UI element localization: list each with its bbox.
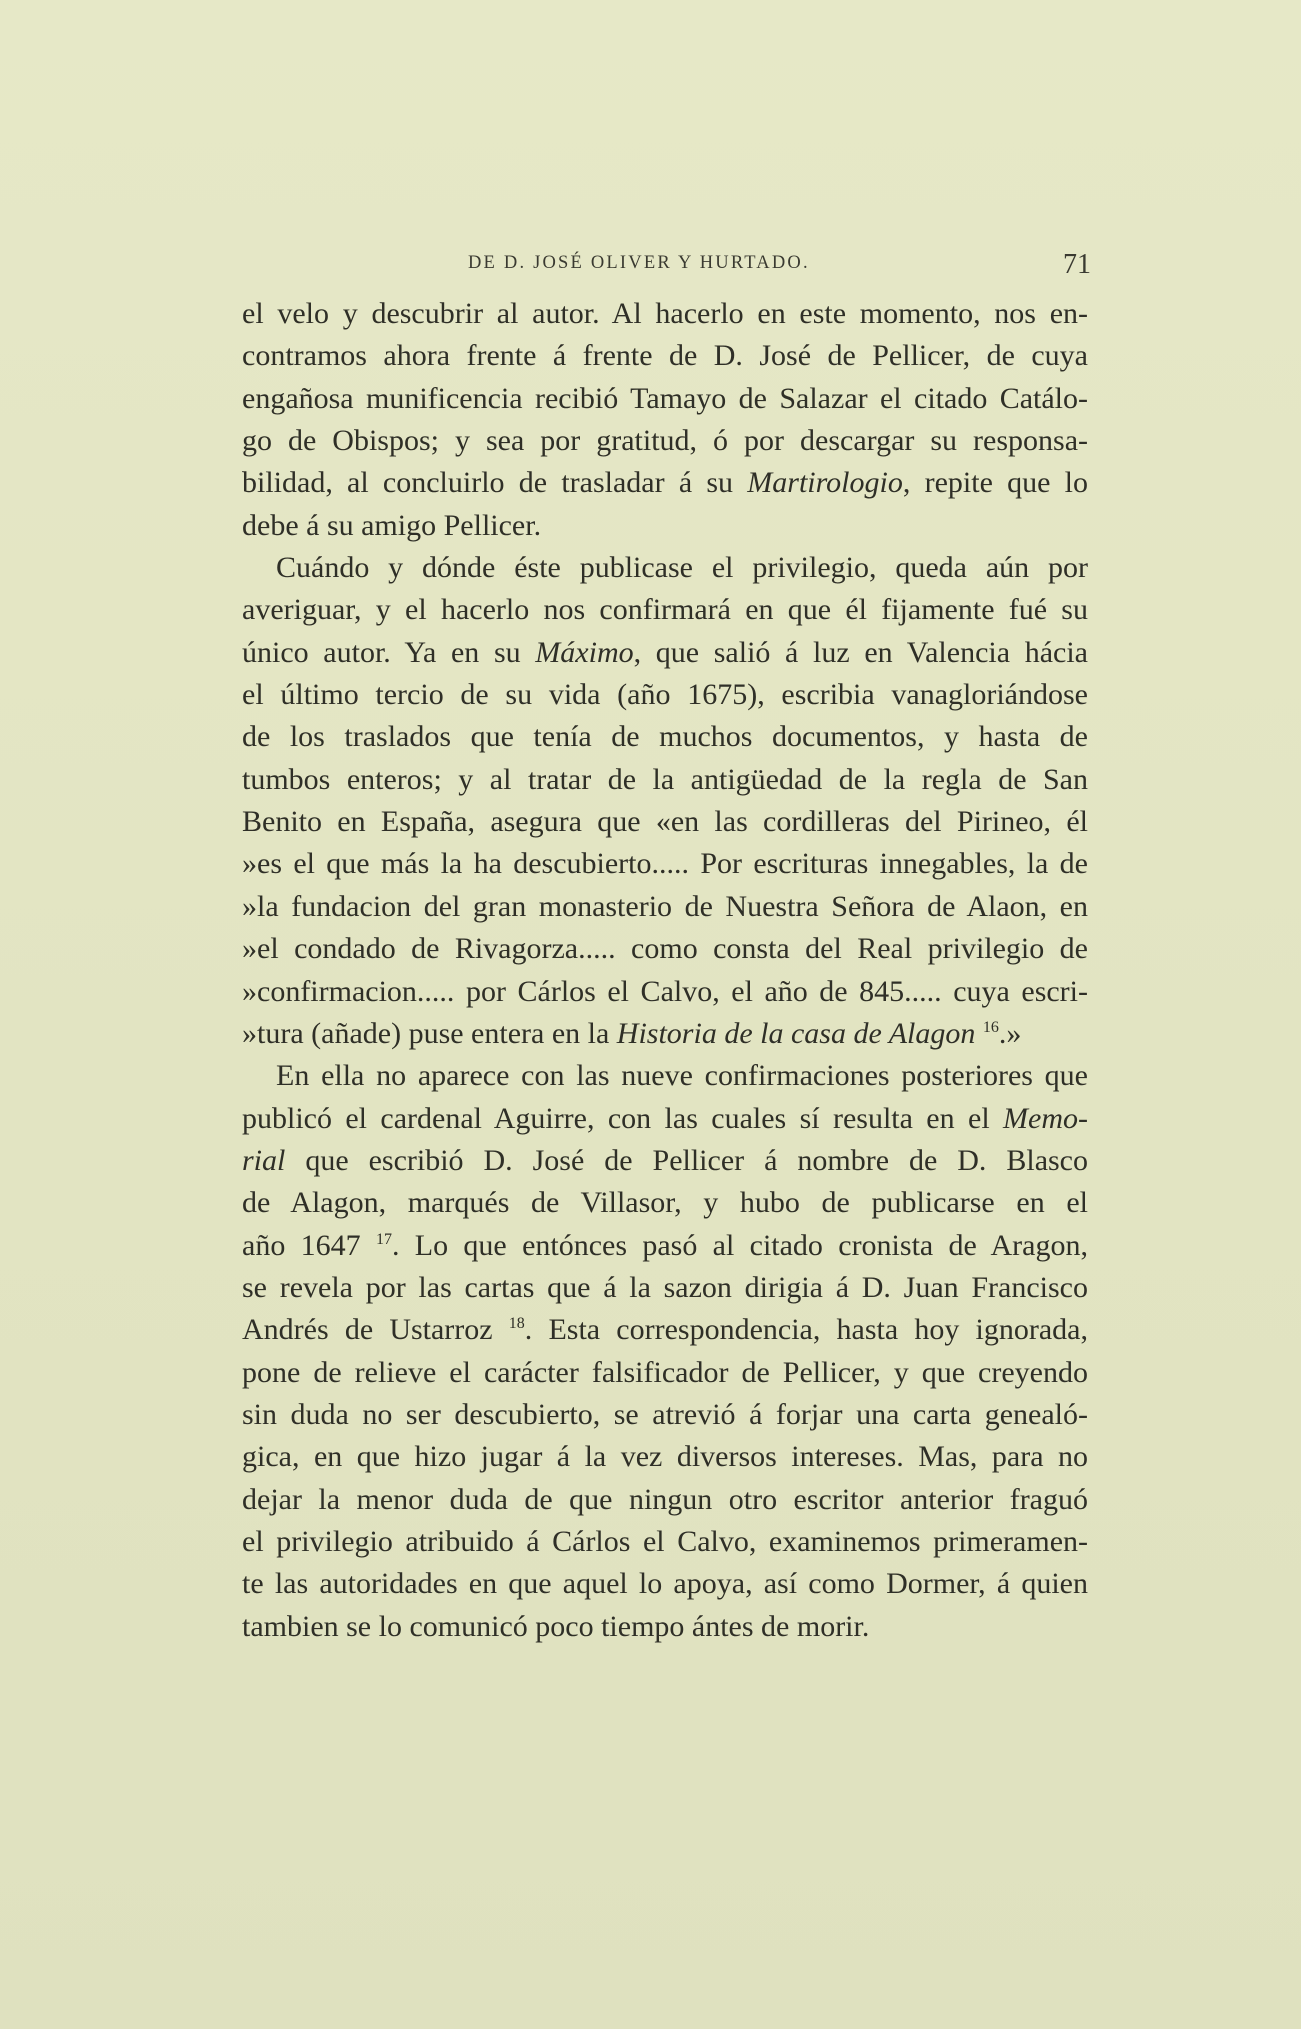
text-line bbox=[242, 759, 1088, 801]
text-line bbox=[242, 1563, 1088, 1605]
text-line bbox=[242, 1309, 1088, 1351]
footnote-ref: 18 bbox=[508, 1315, 525, 1333]
text-line bbox=[242, 886, 1088, 928]
italic-title: Máximo bbox=[535, 635, 634, 669]
text-segment: sin duda no ser descubierto, se atrevió á forjar una carta genealó- bbox=[242, 1397, 1088, 1431]
text-segment: bilidad, al concluirlo de trasladar á su bbox=[242, 466, 748, 500]
text-segment: dejar la menor duda de que ningun otro escritor anterior fraguó bbox=[242, 1482, 1088, 1516]
text-line bbox=[242, 674, 1088, 716]
text-segment: de Alagon, marqués de Villasor, y hubo de publicarse en el bbox=[242, 1186, 1088, 1220]
text-segment: . Esta correspondencia, hasta hoy ignorada, bbox=[524, 1313, 1088, 1347]
text-segment: Cuándo y dónde éste publicase el privilegio, queda aún por bbox=[276, 551, 1088, 585]
text-segment: engañosa munificencia recibió Tamayo de Salazar el citado Catálo- bbox=[242, 381, 1088, 415]
text-line bbox=[242, 1225, 1088, 1267]
text-segment: debe á su amigo Pellicer. bbox=[242, 508, 542, 542]
text-segment: se revela por las cartas que á la sazon dirigia á D. Juan Francisco bbox=[242, 1270, 1088, 1304]
text-segment: de los traslados que tenía de muchos documentos, y hasta de bbox=[242, 720, 1088, 754]
text-segment: »la fundacion del gran monasterio de Nuestra Señora de Alaon, en bbox=[242, 889, 1088, 923]
italic-title: rial bbox=[242, 1143, 286, 1177]
text-line bbox=[242, 1606, 1088, 1648]
text-segment: único autor. Ya en su bbox=[242, 635, 536, 669]
text-segment: el velo y descubrir al autor. Al hacerlo en este momento, nos en- bbox=[242, 297, 1088, 330]
footnote-ref: 17 bbox=[375, 1230, 392, 1248]
text-line bbox=[242, 1267, 1088, 1309]
text-line bbox=[242, 293, 1088, 335]
text-line bbox=[242, 1521, 1088, 1563]
text-line bbox=[242, 1013, 1088, 1055]
text-line bbox=[242, 801, 1088, 843]
text-segment: tumbos enteros; y al tratar de la antigüedad de la regla de San bbox=[242, 762, 1088, 796]
text-line bbox=[242, 1436, 1088, 1478]
text-line bbox=[242, 1394, 1088, 1436]
text-line bbox=[242, 632, 1088, 674]
text-line bbox=[242, 1098, 1088, 1140]
text-line bbox=[242, 547, 1088, 589]
text-line bbox=[242, 505, 1088, 547]
text-segment: contramos ahora frente á frente de D. José de Pellicer, de cuya bbox=[242, 339, 1088, 373]
text-segment: En ella no aparece con las nueve confirmaciones posteriores que bbox=[276, 1059, 1088, 1093]
text-line bbox=[242, 1352, 1088, 1394]
italic-title: Memo- bbox=[1003, 1101, 1088, 1135]
text-line bbox=[242, 1055, 1088, 1097]
text-segment: el último tercio de su vida (año 1675), escribia vanagloriándose bbox=[242, 678, 1088, 712]
text-line bbox=[242, 971, 1088, 1013]
text-segment: Andrés de Ustarroz bbox=[242, 1313, 509, 1347]
text-line bbox=[242, 716, 1088, 758]
text-segment: tambien se lo comunicó poco tiempo ántes de morir. bbox=[242, 1609, 870, 1643]
text-segment: »confirmacion..... por Cárlos el Calvo, el año de 845..... cuya escri- bbox=[242, 974, 1088, 1008]
text-line bbox=[242, 1182, 1088, 1224]
text-segment: . Lo que entónces pasó al citado cronista de Aragon, bbox=[391, 1228, 1088, 1262]
text-line bbox=[242, 589, 1088, 631]
text-segment: que escribió D. José de Pellicer á nombre de D. Blasco bbox=[285, 1143, 1088, 1177]
text-segment bbox=[975, 1017, 983, 1050]
text-segment: gica, en que hizo jugar á la vez diversos intereses. Mas, para no bbox=[242, 1440, 1088, 1474]
text-segment: te las autoridades en que aquel lo apoya, así como Dormer, á quien bbox=[242, 1567, 1088, 1601]
italic-title: Historia de la casa de Alagon bbox=[616, 1016, 976, 1050]
text-segment: , repite que lo bbox=[902, 466, 1088, 500]
text-segment: go de Obispos; y sea por gratitud, ó por descargar su responsa- bbox=[242, 424, 1088, 458]
text-segment: »es el que más la ha descubierto..... Por escrituras innegables, la de bbox=[242, 847, 1088, 881]
text-line bbox=[242, 420, 1088, 462]
text-line bbox=[242, 1479, 1088, 1521]
running-head: DE D. JOSÉ OLIVER Y HURTADO. bbox=[468, 253, 810, 273]
text-segment: averiguar, y el hacerlo nos confirmará en que él fijamente fué su bbox=[242, 593, 1088, 627]
footnote-ref: 16 bbox=[982, 1018, 999, 1036]
italic-title: Martirologio bbox=[747, 466, 903, 500]
text-segment: »tura (añade) puse entera en la bbox=[242, 1016, 617, 1050]
text-segment: »el condado de Rivagorza..... como consta del Real privilegio de bbox=[242, 932, 1088, 966]
page-number: 71 bbox=[1063, 249, 1091, 280]
text-line bbox=[242, 928, 1088, 970]
text-segment: pone de relieve el carácter falsificador de Pellicer, y que creyendo bbox=[242, 1355, 1088, 1389]
text-line bbox=[242, 335, 1088, 377]
text-line bbox=[242, 1140, 1088, 1182]
body-text bbox=[242, 293, 1088, 1648]
text-segment: año 1647 bbox=[242, 1228, 376, 1262]
text-segment: publicó el cardenal Aguirre, con las cuales sí resulta en el bbox=[242, 1101, 1004, 1135]
text-segment: Benito en España, asegura que «en las cordilleras del Pirineo, él bbox=[242, 805, 1088, 839]
text-segment: .» bbox=[998, 1016, 1022, 1050]
text-line bbox=[242, 378, 1088, 420]
text-segment: el privilegio atribuido á Cárlos el Calvo, examinemos primeramen- bbox=[242, 1524, 1088, 1558]
text-line bbox=[242, 462, 1088, 504]
text-line bbox=[242, 843, 1088, 885]
text-segment: , que salió á luz en Valencia hácia bbox=[633, 635, 1088, 669]
